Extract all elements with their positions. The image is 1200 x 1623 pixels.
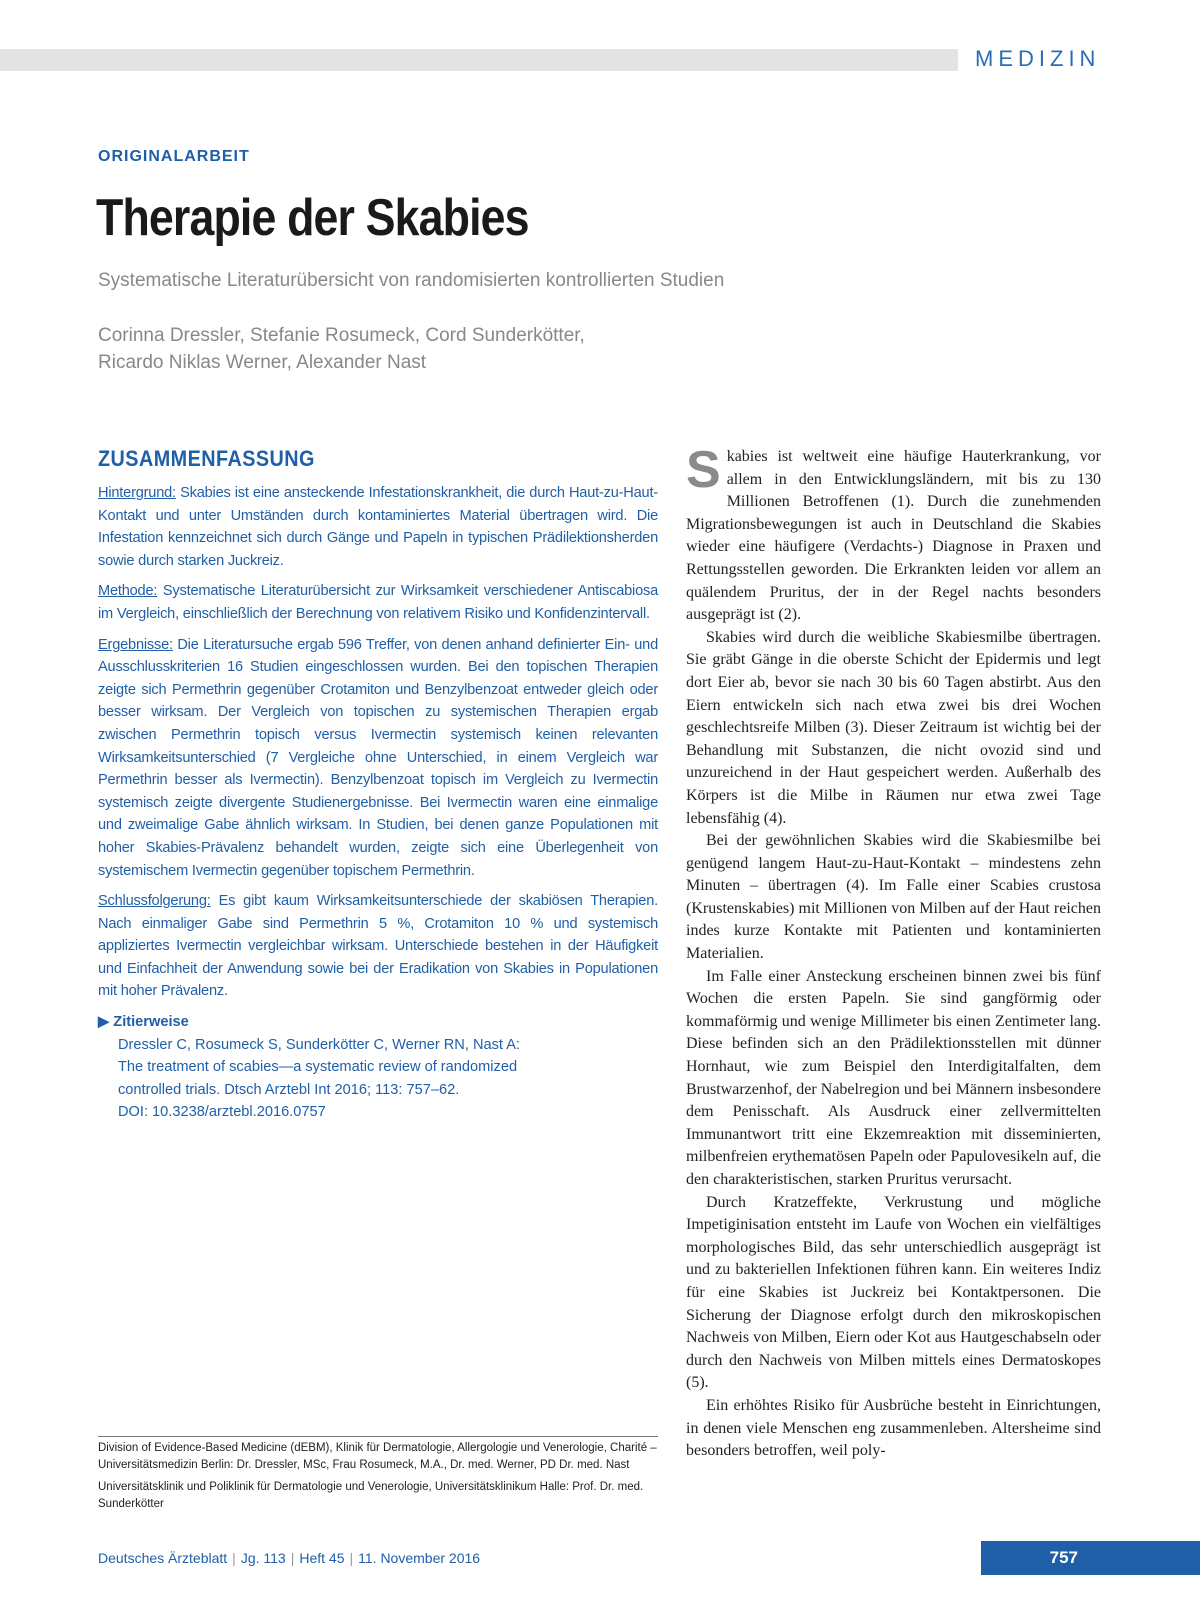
page-number: 757 <box>1049 1548 1078 1567</box>
summary-conclusion <box>98 890 658 1003</box>
summary-heading: ZUSAMMENFASSUNG <box>98 446 315 471</box>
footnote-divider <box>98 1436 658 1437</box>
body-paragraph <box>686 441 1101 627</box>
summary-label: Methode: <box>98 583 158 600</box>
footer-issue: Heft 45 <box>299 1550 345 1566</box>
footer-journal: Deutsches Ärzteblatt <box>98 1550 228 1566</box>
footer-volume: Jg. 113 <box>240 1550 286 1566</box>
citation-heading-text: Zitierweise <box>113 1014 189 1031</box>
body-paragraph: Durch Kratzeffekte, Verkrustung und mögliche Impetiginisation entsteht im Laufe von Wochen ein vielfältiges morphologisches Bild, das sehr unterschiedlich ausgeprägt ist und zu bakteriellen Infektionen führen kann. Ein weiteres Indiz für eine Skabies ist Juckreiz bei Kontaktpersonen. Die Sicherung der Diagnose erfolgt durch den mikroskopischen Nachweis von Milben, Eiern oder Kot aus Hautgeschabseln oder durch den Nachweis von Milben mittels eines Dermatoskopes (5). <box>686 1193 1101 1392</box>
summary-label: Schlussfolgerung: <box>98 893 211 910</box>
summary-method <box>98 580 658 625</box>
affiliations <box>98 1440 658 1518</box>
summary-results <box>98 634 658 883</box>
body-paragraph: Ein erhöhtes Risiko für Ausbrüche besteht in Einrichtungen, in denen viele Menschen eng zusammenleben. Altersheime sind besonders betroffen, weil poly- <box>686 1396 1101 1460</box>
page-number-box <box>981 1541 1200 1575</box>
footer-info: Deutsches Ärzteblatt | Jg. 113 | Heft 45 | 11. November 2016 <box>98 1550 481 1566</box>
footer-date: 11. November 2016 <box>358 1550 481 1566</box>
summary-text: Die Literatursuche ergab 596 Treffer, von denen anhand definierter Ein- und Ausschlusskriterien 16 Studien eingeschlossen wurden. Bei den topischen Therapien zeigte sich Permethrin gegenüber Crotamiton und Benzylbenzoat entweder gleich oder besser wirksam. Der Vergleich von topischen zu systemischen Therapien ergab zwischen Permethrin topisch versus Ivermectin systemisch keinen relevanten Wirksamkeitsunterschied (7 Vergleiche ohne Unterschied, in einem Vergleich war Permethrin besser als Ivermectin). Benzylbenzoat topisch im Vergleich zu Ivermectin systemisch zeigte divergente Studienergebnisse. Bei Ivermectin waren eine einmalige und zweimalige Gabe ähnlich wirksam. In Studien, bei denen ganze Populationen mit hoher Skabies-Prävalenz behandelt wurden, zeigte sich eine Überlegenheit von systemischem Ivermectin gegenüber topischem Permethrin. <box>98 636 658 879</box>
article-authors <box>98 322 585 376</box>
citation-body <box>98 1034 658 1124</box>
affiliation-berlin: Division of Evidence-Based Medicine (dEBM), Klinik für Dermatologie, Allergologie und Venerologie, Charité – Universitätsmedizin Berlin: Dr. Dressler, MSc, Frau Rosumeck, M.A., Dr. med. Werner, PD Dr. med. Nast <box>98 1442 657 1471</box>
summary-text: Skabies ist eine ansteckende Infestationskrankheit, die durch Haut-zu-Haut-Kontakt und unter Umständen durch kontaminiertes Material übertragen wird. Die Infestation kennzeichnet sich durch Gänge und Papeln in typischen Prädilektionsherden sowie durch starken Juckreiz. <box>98 485 658 569</box>
authors-line: Corinna Dressler, Stefanie Rosumeck, Cord Sunderkötter, <box>98 325 585 346</box>
citation-line: Dressler C, Rosumeck S, Sunderkötter C, Werner RN, Nast A: <box>118 1036 520 1053</box>
summary-label: Hintergrund: <box>98 485 176 501</box>
body-paragraph: Skabies wird durch die weibliche Skabiesmilbe übertragen. Sie gräbt Gänge in die oberste Schicht der Epidermis und legt dort Eier ab, bevor sie nach 30 bis 60 Tagen abstirbt. Aus den Eiern entwickeln sich nach etwa zwei bis drei Wochen geschlechtsreife Milben (3). Dieser Zeitraum ist wichtig bei der Behandlung mit Substanzen, die nicht ovozid sind und unzureichend in der Haut gespeichert werden. Außerhalb des Körpers ist die Milbe in Räumen nur etwa zwei Tage lebensfähig (4). <box>686 628 1101 827</box>
article-subtitle: Systematische Literaturübersicht von randomisierten kontrollierten Studien <box>98 270 725 291</box>
authors-line: Ricardo Niklas Werner, Alexander Nast <box>98 352 427 373</box>
body-text: kabies ist weltweit eine häufige Hauterkrankung, vor allem in den Entwicklungsländern, mit bis zu 130 Millionen Betroffenen (1). Durch die zunehmenden Migrationsbewegungen ist auch in Deutschland die Skabies wieder eine häufigere (Verdachts-) Diagnose in Praxen und Rettungsstellen geworden. Die Erkrankten leiden vor allem an quälendem Pruritus, der in der Regel nachts besonders ausgeprägt ist (2). <box>686 448 1101 624</box>
affiliation-halle: Universitätsklinik und Poliklinik für Dermatologie und Venerologie, Universitätsklinikum Halle: Prof. Dr. med. Sunderkötter <box>98 1481 644 1510</box>
section-label: MEDIZIN <box>975 46 1101 71</box>
body-paragraph: Bei der gewöhnlichen Skabies wird die Skabiesmilbe bei genügend langem Haut-zu-Haut-Kontakt – mindestens zehn Minuten – übertragen (4). Im Falle einer Scabies crustosa (Krustenskabies) mit Millionen von Milben auf der Haut reichen indes kurze Kontakte mit Patienten und kontaminierten Materialien. <box>686 832 1101 963</box>
article-title: Therapie der Skabies <box>96 189 529 247</box>
citation-doi[interactable]: DOI: 10.3238/arztebl.2016.0757 <box>118 1104 326 1121</box>
summary-label: Ergebnisse: <box>98 636 173 653</box>
summary-text: Systematische Literaturübersicht zur Wirksamkeit verschiedener Antiscabiosa im Vergleich, einschließlich der Berechnung von relativem Risiko und Konfidenzintervall. <box>98 583 658 622</box>
body-column <box>686 441 1101 1463</box>
summary-text: Es gibt kaum Wirksamkeitsunterschiede der skabiösen Therapien. Nach einmaliger Gabe sind Permethrin 5 %, Crotamiton 10 % und systemisch appliziertes Ivermectin vergleichbar wirksam. Unterschiede bestehen in der Häufigkeit und Einfachheit der Anwendung sowie bei der Eradikation von Skabies in Populationen mit hoher Prävalenz. <box>98 893 658 1000</box>
citation-heading <box>98 1011 658 1034</box>
body-paragraph: Im Falle einer Ansteckung erscheinen binnen zwei bis fünf Wochen die ersten Papeln. Sie sind gangförmig oder kommaförmig und wenige Millimeter bis einen Zentimeter lang. Diese befinden sich an den Prädilektionsstellen mit dünner Hornhaut, wie zum Beispiel den Interdigitalfalten, dem Brustwarzenhof, der Nabelregion und bei Männern insbesondere dem Penisschaft. Als Ausdruck einer zellvermittelten Immunantwort tritt eine Ekzemreaktion mit disseminierten, milbenfreien erythematösen Papeln oder Papulovesikeln auf, die den charakteristischen, starken Pruritus verursacht. <box>686 967 1101 1188</box>
header-bar <box>0 49 958 71</box>
article-kicker: ORIGINALARBEIT <box>98 148 250 165</box>
summary-background <box>98 482 658 572</box>
triangle-right-icon: ▶ <box>98 1014 110 1031</box>
drop-cap: S <box>686 441 721 499</box>
summary-column <box>98 446 658 1124</box>
citation-line: The treatment of scabies—a systematic review of randomized <box>118 1059 518 1076</box>
citation-line: controlled trials. Dtsch Arztebl Int 2016; 113: 757–62. <box>118 1081 460 1098</box>
